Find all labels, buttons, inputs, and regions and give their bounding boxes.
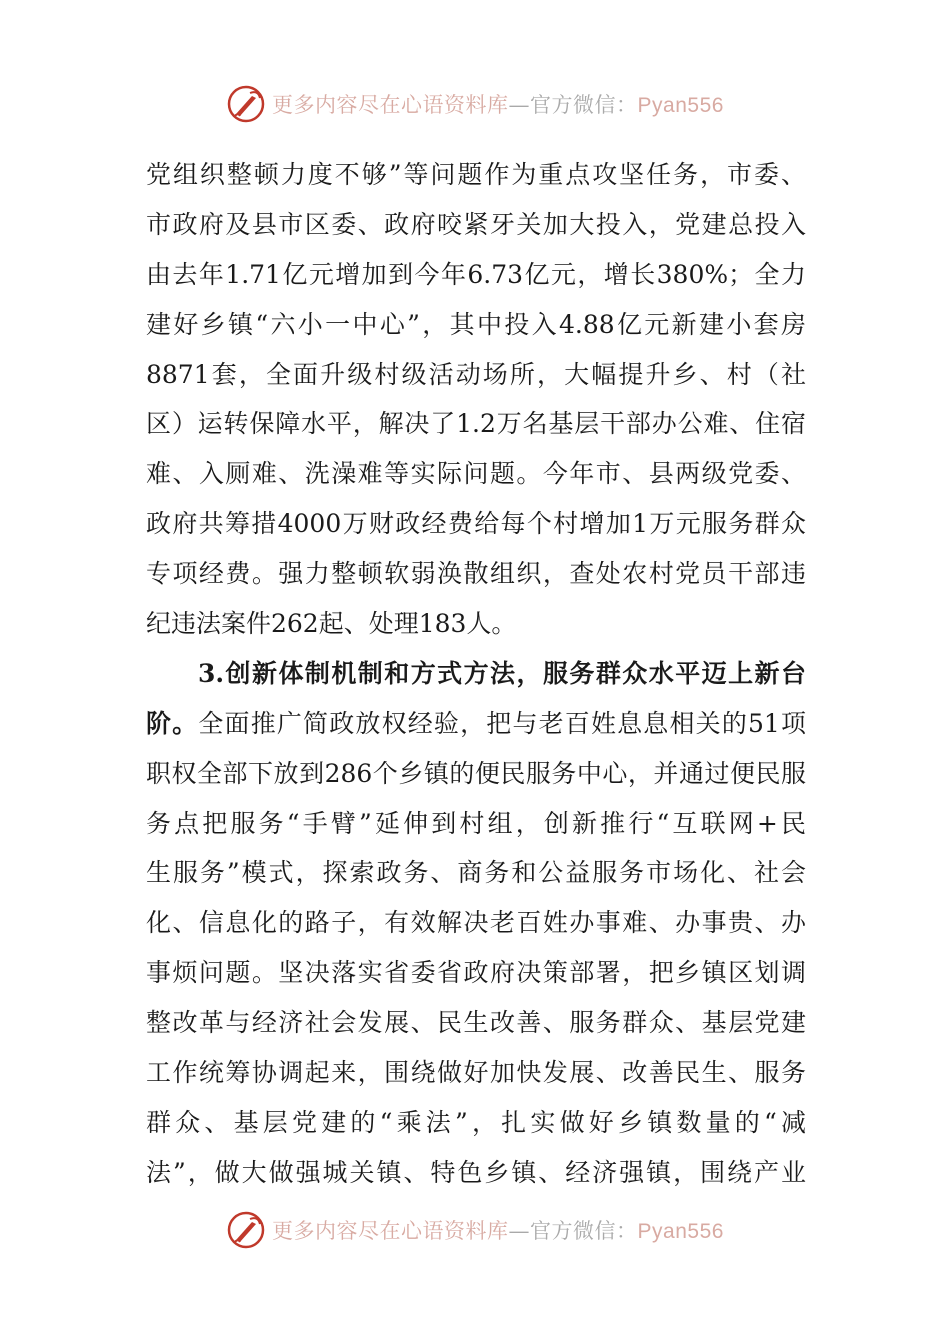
text-line: 纪违法案件262起、处理183人。 [146, 609, 517, 639]
text-line: 化、信息化的路子，有效解决老百姓办事难、办事贵、办 [146, 908, 806, 938]
text-line: 生服务”模式，探索政务、商务和公益服务市场化、社会 [146, 858, 806, 888]
section-heading-end: 阶。 [146, 708, 199, 738]
watermark-id: Pyan556 [637, 1220, 724, 1243]
watermark-id: Pyan556 [637, 94, 724, 117]
document-body [146, 150, 806, 1198]
text-line: 党组织整顿力度不够”等问题作为重点攻坚任务，市委、 [146, 160, 806, 189]
watermark-sub-text: 官方微信： [530, 93, 638, 117]
pen-logo-icon [226, 1210, 266, 1250]
text-line: 务点把服务“手臂”延伸到村组，创新推行“互联网+民 [146, 808, 806, 838]
text-line: 8871套，全面升级村级活动场所，大幅提升乡、村（社 [146, 359, 806, 389]
watermark-main-text: 更多内容尽在心语资料库 [272, 1219, 509, 1243]
section-heading: 3.创新体制机制和方式方法，服务群众水平迈上新台 [198, 658, 806, 688]
header-watermark [0, 82, 950, 126]
watermark-sub-text: 官方微信： [530, 1219, 638, 1243]
text-line: 建好乡镇“六小一中心”，其中投入4.88亿元新建小套房 [146, 309, 806, 339]
text-line: 群众、基层党建的“乘法”，扎实做好乡镇数量的“减 [146, 1107, 806, 1137]
text-line: 区）运转保障水平，解决了1.2万名基层干部办公难、住宿 [146, 409, 806, 439]
text-line [146, 699, 806, 749]
watermark-main-text: 更多内容尽在心语资料库 [272, 93, 509, 117]
text-line: 政府共筹措4000万财政经费给每个村增加1万元服务群众 [146, 509, 806, 539]
text-line: 法”，做大做强城关镇、特色乡镇、经济强镇，围绕产业 [146, 1157, 806, 1187]
text-line: 市政府及县市区委、政府咬紧牙关加大投入，党建总投入 [146, 209, 806, 239]
pen-logo-icon [226, 84, 266, 124]
text-line: 职权全部下放到286个乡镇的便民服务中心，并通过便民服 [146, 758, 806, 788]
text-segment: 全面推广简政放权经验，把与老百姓息息相关的51项 [198, 708, 806, 738]
text-line: 事烦问题。坚决落实省委省政府决策部署，把乡镇区划调 [146, 958, 806, 988]
text-line: 整改革与经济社会发展、民生改善、服务群众、基层党建 [146, 1008, 806, 1038]
text-line: 由去年1.71亿元增加到今年6.73亿元，增长380%；全力 [146, 259, 806, 289]
text-line: 难、入厕难、洗澡难等实际问题。今年市、县两级党委、 [146, 459, 806, 489]
watermark-separator: — [508, 93, 531, 117]
text-line: 专项经费。强力整顿软弱涣散组织，查处农村党员干部违 [146, 559, 806, 589]
footer-watermark [0, 1208, 950, 1252]
watermark-separator: — [508, 1219, 531, 1243]
text-line: 工作统筹协调起来，围绕做好加快发展、改善民生、服务 [146, 1058, 806, 1088]
